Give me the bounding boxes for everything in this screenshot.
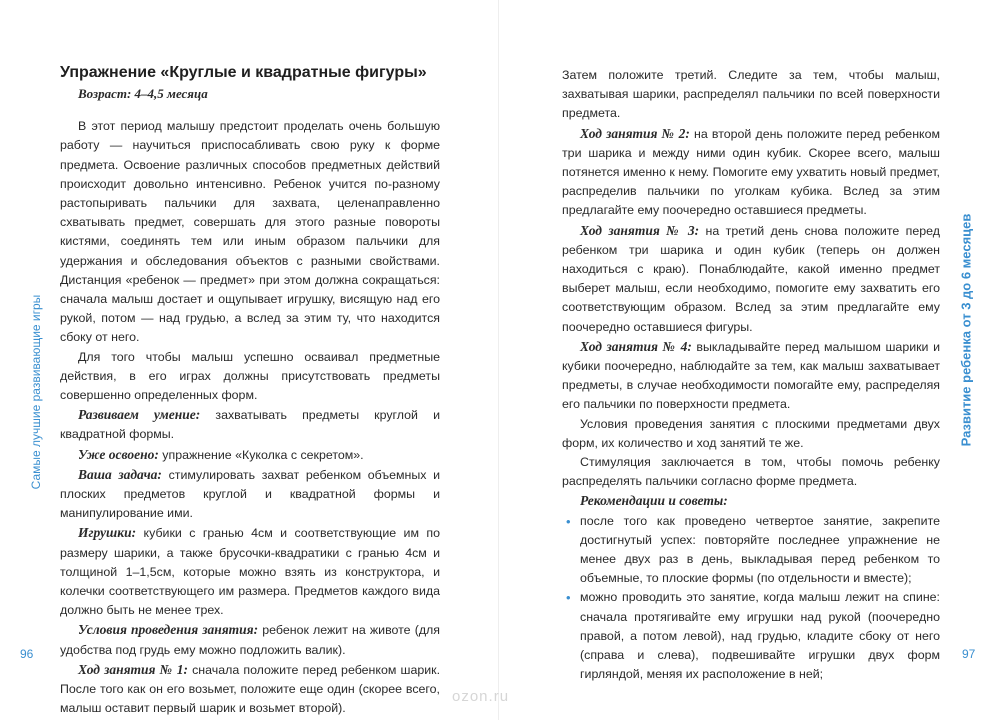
mastered-paragraph [60, 445, 440, 465]
skill-paragraph [60, 405, 440, 444]
right-running-head: Развитие ребенка от 3 до 6 месяцев [958, 213, 974, 447]
paragraph-forms: Для того чтобы малыш успешно осваивал предметные действия, в его играх должны присутствовать предметы совершенно определенных форм. [60, 349, 440, 403]
list-item-text: можно проводить это занятие, когда малыш лежит на спине: сначала протягивайте ему игрушки над рукой (поочередно правой, а потом левой), над грудью, кладите сбоку от него (справа и слева), подвешивайте игрушки двух форм гирляндой, меняя их расположение в ней; [580, 590, 940, 682]
course2-paragraph [562, 124, 940, 221]
skill-label: Развиваем умение: [78, 407, 201, 423]
recommendations-paragraph [562, 491, 940, 511]
mastered-label: Уже освоено: [78, 446, 159, 462]
course4-label: Ход занятия № 4: [580, 338, 692, 354]
course3-label: Ход занятия № 3: [580, 222, 700, 238]
task-label: Ваша задача: [78, 466, 162, 482]
age-line: Возраст: 4–4,5 месяца [78, 86, 208, 101]
paragraph-intro: В этот период малышу предстоит проделать очень большую работу — научиться приспосабливать свою руку к форме предмета. Освоение различных способов предметных действий происходит довольно интенсивно. Ребенок учится по-разному растопыривать пальчики для захвата, целенаправленно схватывать предмет, совершать для этого разные повороты кистями, соединять тем или иным образом пальчики для удержания и обследования объектов с разными свойствами. Дистанция «ребенок — предмет» при этом должна сокращаться: сначала малыш достает и ощупывает игрушку, висящую над его рукой, потом — над грудью, а вслед за этим ту, что находится сбоку от него. [60, 119, 440, 345]
course1-text: сначала положите перед ребенком шарик. После того как он его возьмет, положите еще один (скорее всего, малыш оставит первый шарик и возьмет второй). [60, 662, 441, 716]
list-item [562, 512, 940, 589]
list-item-text: после того как проведено четвертое занятие, закрепите достигнутый успех: повторяйте последнее упражнение не менее двух раз в день, выкладывая перед ребенком то объемные, то плоские формы (по отдельности и вместе); [580, 513, 940, 586]
course2-label: Ход занятия № 2: [580, 125, 690, 141]
course3-paragraph [562, 221, 940, 337]
list-item [562, 588, 940, 684]
bullet-icon: • [566, 513, 571, 529]
toys-text: кубики с гранью 4см и соответствующие им по размеру шарики, а также брусочки-квадратики с гранью 4см и толщиной 1–1,5см, которые можно взять из конструктора, и колечки соответствующего им размера. Предметов каждого вида должно быть не менее трех. [60, 526, 440, 618]
course2-text: на второй день положите перед ребенком три шарика и между ними один кубик. Скорее всего, малыш потянется именно к нему. Помогите ему ухватить новый предмет, распределив пальчики по уголкам кубика. Вслед за этим предлагайте ему поочередно оставшиеся предметы. [562, 126, 941, 218]
conditions-label: Условия проведения занятия: [78, 622, 259, 638]
watermark: ozon.ru [452, 688, 510, 705]
paragraph-stimulation: Стимуляция заключается в том, чтобы помочь ребенку распределять пальчики согласно форме предмета. [562, 455, 940, 489]
mastered-text: упражнение «Куколка с секретом». [158, 447, 364, 462]
toys-label: Игрушки: [78, 525, 137, 541]
right-page [562, 66, 940, 685]
paragraph-flat: Условия проведения занятия с плоскими предметами двух форм, их количество и ход занятий те же. [562, 416, 940, 450]
course4-text: выкладывайте перед малышом шарики и кубики поочередно, наблюдайте за тем, как малыш захватывает предметы, в случае необходимости помогайте ему, распределяя его пальчики по поверхности предмета. [562, 339, 941, 412]
bullet-icon: • [566, 590, 571, 606]
conditions-text: ребенок лежит на животе (для удобства под грудь ему можно подложить валик). [60, 623, 440, 657]
course1-paragraph [60, 660, 440, 719]
conditions-paragraph [60, 620, 440, 659]
recommendations-label: Рекомендации и советы: [580, 493, 728, 509]
right-page-number: 97 [962, 647, 976, 661]
left-page-number: 96 [20, 647, 34, 661]
left-page [60, 62, 440, 719]
skill-text: захватывать предметы круглой и квадратной формы. [60, 408, 440, 442]
course1-label: Ход занятия № 1: [78, 661, 188, 677]
paragraph-continue: Затем положите третий. Следите за тем, чтобы малыш, захватывая шарики, распределял пальчики по всей поверхности предмета. [562, 68, 940, 121]
recommendations-list [562, 512, 940, 685]
task-text: стимулировать захват ребенком объемных и плоских предметов круглой и квадратной формы и манипулирование ими. [60, 467, 440, 521]
spread-gutter [498, 0, 499, 720]
exercise-title: Упражнение «Круглые и квадратные фигуры» [60, 64, 427, 81]
toys-paragraph [60, 523, 440, 620]
task-paragraph [60, 465, 440, 524]
left-running-head: Самые лучшие развивающие игры [29, 294, 43, 490]
course3-text: на третий день снова положите перед ребенком три шарика и один кубик (теперь он должен находиться с краю). Понаблюдайте, какой именно предмет выберет малыш, если необходимо, помогите ему захватить его соответствующим образом. Вслед за этим предлагайте ему поочередно оставшиеся фигуры. [562, 223, 941, 334]
course4-paragraph [562, 337, 940, 415]
